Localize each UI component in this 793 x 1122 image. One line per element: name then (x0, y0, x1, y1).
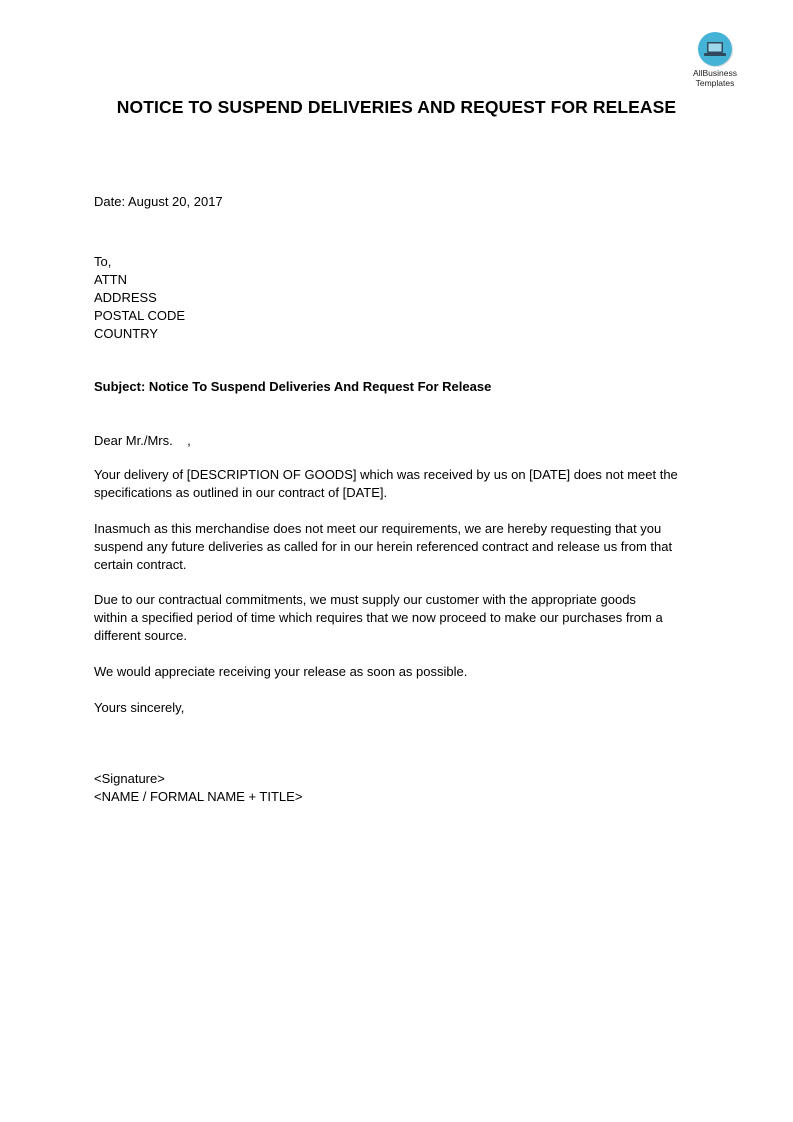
logo-line-2: Templates (695, 78, 735, 88)
closing: Yours sincerely, (94, 700, 185, 715)
body-paragraph-4: We would appreciate receiving your release as soon as possible. (94, 664, 468, 679)
logo-text (684, 68, 746, 88)
address-postal-code: POSTAL CODE (94, 308, 186, 323)
body-paragraph-3-line-3: different source. (94, 628, 187, 643)
logo-line-1: AllBusiness (693, 68, 737, 78)
subject-line: Subject: Notice To Suspend Deliveries And Request For Release (94, 379, 492, 394)
body-paragraph-3-line-1: Due to our contractual commitments, we must supply our customer with the appropriate goods (94, 592, 636, 607)
body-paragraph-3-line-2: within a specified period of time which requires that we now proceed to make our purchases from a (94, 610, 663, 625)
body-paragraph-1-line-2: specifications as outlined in our contract of [DATE]. (94, 485, 388, 500)
salutation: Dear Mr./Mrs. , (94, 433, 191, 448)
date-line: Date: August 20, 2017 (94, 194, 223, 209)
name-title-placeholder: <NAME / FORMAL NAME + TITLE> (94, 789, 303, 804)
signature-placeholder: <Signature> (94, 771, 165, 786)
address-country: COUNTRY (94, 326, 159, 341)
address-to: To, (94, 254, 112, 269)
body-paragraph-2-line-2: suspend any future deliveries as called for in our herein referenced contract and release us from that (94, 539, 673, 554)
body-paragraph-2-line-1: Inasmuch as this merchandise does not meet our requirements, we are hereby requesting that you (94, 521, 662, 536)
allbusiness-templates-logo (684, 32, 746, 88)
body-paragraph-2 (94, 520, 704, 574)
body-paragraph-1-line-1: Your delivery of [DESCRIPTION OF GOODS] which was received by us on [DATE] does not meet the (94, 467, 678, 482)
address-attn: ATTN (94, 272, 127, 287)
body-paragraph-1 (94, 466, 704, 502)
body-paragraph-2-line-3: certain contract. (94, 557, 187, 572)
laptop-icon (698, 32, 732, 66)
address-address: ADDRESS (94, 290, 157, 305)
body-paragraph-3 (94, 591, 704, 645)
document-title: NOTICE TO SUSPEND DELIVERIES AND REQUEST FOR RELEASE (116, 97, 677, 117)
